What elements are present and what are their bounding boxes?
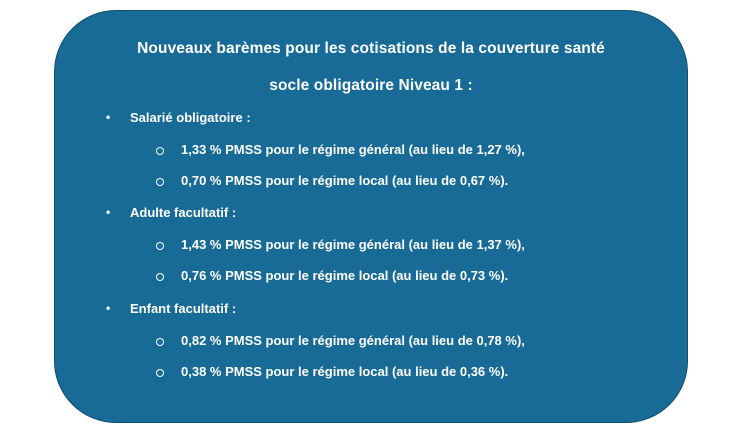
list-item-text: 0,82 % PMSS pour le régime général (au lieu de 0,78 %), [181,333,525,348]
circle-bullet-icon [156,273,164,281]
circle-bullet-icon [156,338,164,346]
group-label: Enfant facultatif : [130,301,237,316]
bullet-dot-icon: • [106,110,111,124]
bullet-dot-icon: • [106,205,111,219]
bullet-dot-icon: • [106,301,111,315]
group-label: Salarié obligatoire : [130,110,251,125]
card-title-line-1: Nouveaux barèmes pour les cotisations de la couverture santé [137,40,605,57]
list-item-text: 1,33 % PMSS pour le régime général (au lieu de 1,27 %), [181,142,525,157]
list-item-text: 0,76 % PMSS pour le régime local (au lieu de 0,73 %). [181,268,509,283]
circle-bullet-icon [156,147,164,155]
info-card [54,10,688,423]
list-item-text: 0,70 % PMSS pour le régime local (au lieu de 0,67 %). [181,173,509,188]
circle-bullet-icon [156,242,164,250]
list-item-text: 1,43 % PMSS pour le régime général (au lieu de 1,37 %), [181,237,525,252]
list-item-text: 0,38 % PMSS pour le régime local (au lieu de 0,36 %). [181,364,509,379]
circle-bullet-icon [156,369,164,377]
circle-bullet-icon [156,178,164,186]
group-label: Adulte facultatif : [130,205,237,220]
card-title-line-2: socle obligatoire Niveau 1 : [269,77,473,94]
